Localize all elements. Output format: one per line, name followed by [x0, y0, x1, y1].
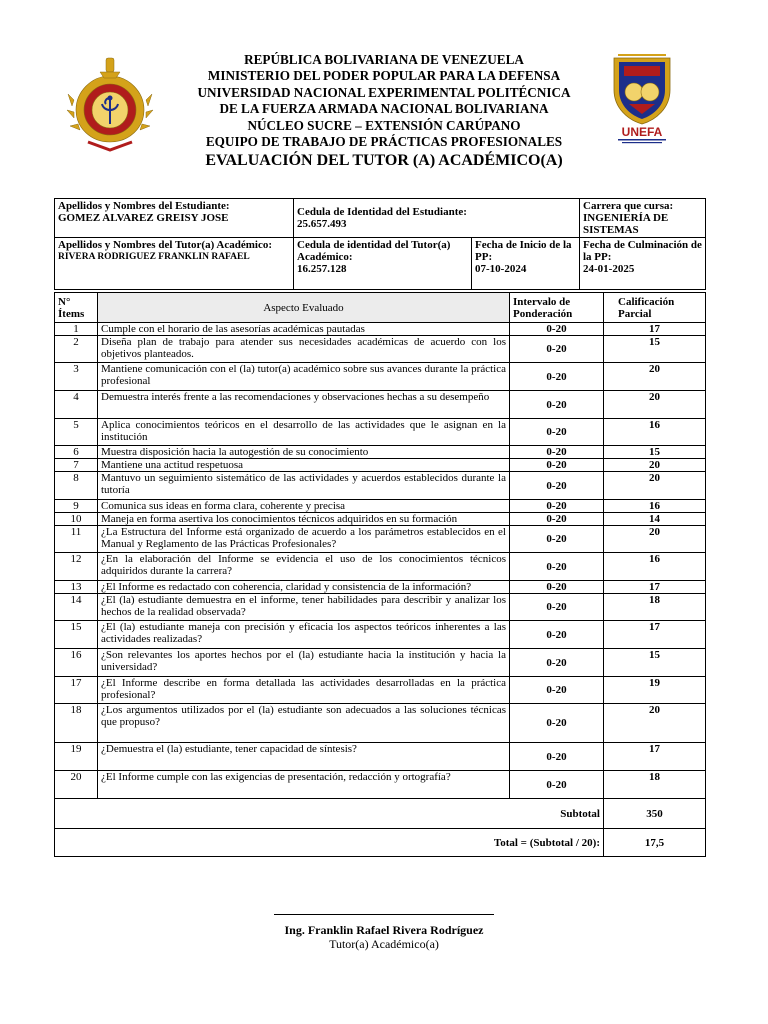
student-id-value: 25.657.493 — [297, 218, 347, 230]
item-description: Diseña plan de trabajo para atender sus necesidades académicas de acuerdo con los objetivos planteados. — [98, 336, 510, 363]
document-header — [0, 52, 768, 171]
table-row — [55, 336, 706, 363]
header-line: NÚCLEO SUCRE – EXTENSIÓN CARÚPANO — [247, 117, 521, 133]
table-header-row — [55, 293, 706, 323]
item-score: 20 — [604, 472, 706, 500]
career-label: Carrera que cursa: — [583, 200, 674, 212]
item-score: 14 — [604, 513, 706, 526]
student-id-label: Cedula de Identidad del Estudiante: — [297, 206, 467, 218]
item-number: 10 — [55, 513, 98, 526]
item-range: 0-20 — [510, 581, 604, 594]
item-score: 17 — [604, 581, 706, 594]
item-description: ¿El Informe es redactado con coherencia, claridad y consistencia de la información? — [98, 581, 510, 594]
item-range: 0-20 — [510, 704, 604, 743]
item-number: 8 — [55, 472, 98, 500]
item-range: 0-20 — [510, 513, 604, 526]
table-row — [55, 391, 706, 419]
table-row — [55, 743, 706, 771]
item-range: 0-20 — [510, 391, 604, 419]
item-range: 0-20 — [510, 594, 604, 621]
item-range: 0-20 — [510, 743, 604, 771]
total-value: 17,5 — [604, 829, 706, 857]
subtotal-label: Subtotal — [55, 799, 604, 829]
item-description: Mantuvo un seguimiento sistemático de las actividades y acuerdos establecidos durante la tutoría — [98, 472, 510, 500]
item-range: 0-20 — [510, 323, 604, 336]
student-info-table — [54, 198, 706, 290]
signature-block — [274, 914, 494, 951]
tutor-id-value: 16.257.128 — [297, 263, 347, 275]
total-row — [55, 829, 706, 857]
item-score: 18 — [604, 771, 706, 799]
item-number: 14 — [55, 594, 98, 621]
item-score: 20 — [604, 363, 706, 391]
item-score: 17 — [604, 621, 706, 649]
unefa-logo-text: UNEFA — [621, 125, 663, 139]
item-number: 1 — [55, 323, 98, 336]
item-range: 0-20 — [510, 526, 604, 553]
table-row — [55, 771, 706, 799]
table-row — [55, 526, 706, 553]
item-number: 6 — [55, 446, 98, 459]
col-header-item: N° Ítems — [55, 293, 98, 323]
item-range: 0-20 — [510, 500, 604, 513]
item-range: 0-20 — [510, 677, 604, 704]
item-range: 0-20 — [510, 553, 604, 581]
career-cell — [580, 199, 706, 238]
item-score: 15 — [604, 446, 706, 459]
item-range: 0-20 — [510, 649, 604, 677]
table-row — [55, 677, 706, 704]
item-description: ¿El (la) estudiante demuestra en el informe, tener habilidades para describir y analizar los hechos de la realidad observada? — [98, 594, 510, 621]
student-name-cell — [55, 199, 294, 238]
table-row — [55, 704, 706, 743]
table-row — [55, 513, 706, 526]
item-number: 12 — [55, 553, 98, 581]
table-row — [55, 500, 706, 513]
item-score: 20 — [604, 459, 706, 472]
start-date-cell — [472, 238, 580, 290]
item-score: 20 — [604, 704, 706, 743]
item-number: 5 — [55, 419, 98, 446]
student-name-value: GOMEZ ALVAREZ GREISY JOSE — [58, 212, 229, 224]
tutor-name-label: Apellidos y Nombres del Tutor(a) Académico: — [58, 239, 272, 251]
item-description: ¿Demuestra el (la) estudiante, tener capacidad de síntesis? — [98, 743, 510, 771]
item-description: ¿La Estructura del Informe está organizado de acuerdo a los parámetros establecidos en el Manual y Reglamento de las Prácticas Profesionales? — [98, 526, 510, 553]
item-description: ¿Son relevantes los aportes hechos por el (la) estudiante hacia la institución y hacia la universidad? — [98, 649, 510, 677]
item-score: 16 — [604, 419, 706, 446]
tutor-name-cell — [55, 238, 294, 290]
col-header-aspect: Aspecto Evaluado — [98, 293, 510, 323]
item-number: 16 — [55, 649, 98, 677]
table-row — [55, 621, 706, 649]
item-score: 15 — [604, 649, 706, 677]
item-score: 15 — [604, 336, 706, 363]
tutor-id-cell — [294, 238, 472, 290]
end-date-cell — [580, 238, 706, 290]
item-number: 11 — [55, 526, 98, 553]
total-label: Total = (Subtotal / 20): — [55, 829, 604, 857]
col-header-score: Calificación Parcial — [604, 293, 706, 323]
item-range: 0-20 — [510, 472, 604, 500]
item-number: 17 — [55, 677, 98, 704]
item-score: 20 — [604, 391, 706, 419]
table-row — [55, 581, 706, 594]
item-number: 7 — [55, 459, 98, 472]
student-name-label: Apellidos y Nombres del Estudiante: — [58, 200, 230, 212]
tutor-name-value: RIVERA RODRIGUEZ FRANKLIN RAFAEL — [58, 252, 250, 262]
item-description: Comunica sus ideas en forma clara, coherente y precisa — [98, 500, 510, 513]
table-row — [55, 446, 706, 459]
item-description: ¿Los argumentos utilizados por el (la) estudiante son adecuados a las soluciones técnicas que propuso? — [98, 704, 510, 743]
signature-line — [274, 914, 494, 915]
item-number: 19 — [55, 743, 98, 771]
item-description: ¿El Informe cumple con las exigencias de presentación, redacción y ortografía? — [98, 771, 510, 799]
item-range: 0-20 — [510, 621, 604, 649]
end-date-value: 24-01-2025 — [583, 263, 635, 275]
evaluation-table — [54, 292, 706, 857]
item-score: 17 — [604, 323, 706, 336]
item-range: 0-20 — [510, 363, 604, 391]
item-range: 0-20 — [510, 446, 604, 459]
table-row — [55, 553, 706, 581]
item-description: Mantiene una actitud respetuosa — [98, 459, 510, 472]
header-line: UNIVERSIDAD NACIONAL EXPERIMENTAL POLITÉCNICA — [197, 84, 571, 100]
item-description: Muestra disposición hacia la autogestión de su conocimiento — [98, 446, 510, 459]
table-row — [55, 323, 706, 336]
item-description: ¿En la elaboración del Informe se evidencia el uso de los conocimientos técnicos adquiridos durante la carrera? — [98, 553, 510, 581]
start-date-value: 07-10-2024 — [475, 263, 527, 275]
table-row — [55, 419, 706, 446]
table-row — [55, 649, 706, 677]
item-number: 9 — [55, 500, 98, 513]
subtotal-row — [55, 799, 706, 829]
subtotal-value: 350 — [604, 799, 706, 829]
end-date-label: Fecha de Culminación de la PP: — [583, 239, 702, 263]
item-number: 13 — [55, 581, 98, 594]
item-score: 16 — [604, 553, 706, 581]
item-description: ¿El Informe describe en forma detallada las actividades desarrolladas en la práctica profesional? — [98, 677, 510, 704]
table-row — [55, 459, 706, 472]
item-score: 18 — [604, 594, 706, 621]
item-description: Maneja en forma asertiva los conocimientos técnicos adquiridos en su formación — [98, 513, 510, 526]
table-row — [55, 363, 706, 391]
start-date-label: Fecha de Inicio de la PP: — [475, 239, 572, 263]
header-line: EQUIPO DE TRABAJO DE PRÁCTICAS PROFESIONALES — [205, 134, 563, 150]
item-range: 0-20 — [510, 419, 604, 446]
item-range: 0-20 — [510, 771, 604, 799]
item-number: 2 — [55, 336, 98, 363]
item-description: Cumple con el horario de las asesorías académicas pautadas — [98, 323, 510, 336]
item-description: Mantiene comunicación con el (la) tutor(a) académico sobre sus avances durante la práctica profesional — [98, 363, 510, 391]
career-value: INGENIERÍA DE SISTEMAS — [583, 212, 669, 236]
table-row — [55, 472, 706, 500]
item-description: Aplica conocimientos teóricos en el desarrollo de las actividades que le asignan en la institución — [98, 419, 510, 446]
item-number: 4 — [55, 391, 98, 419]
col-header-range: Intervalo de Ponderación — [510, 293, 604, 323]
header-line: DE LA FUERZA ARMADA NACIONAL BOLIVARIANA — [219, 101, 549, 117]
item-number: 3 — [55, 363, 98, 391]
item-score: 20 — [604, 526, 706, 553]
header-line: MINISTERIO DEL PODER POPULAR PARA LA DEFENSA — [207, 68, 561, 84]
item-score: 19 — [604, 677, 706, 704]
item-number: 18 — [55, 704, 98, 743]
item-score: 16 — [604, 500, 706, 513]
item-range: 0-20 — [510, 459, 604, 472]
item-description: ¿El (la) estudiante maneja con precisión y eficacia los aspectos teóricos inherentes a las actividades realizadas? — [98, 621, 510, 649]
table-row — [55, 594, 706, 621]
item-number: 20 — [55, 771, 98, 799]
header-line: REPÚBLICA BOLIVARIANA DE VENEZUELA — [244, 52, 524, 67]
student-id-cell — [294, 199, 580, 238]
item-range: 0-20 — [510, 336, 604, 363]
signature-role: Tutor(a) Académico(a) — [329, 937, 439, 951]
item-score: 17 — [604, 743, 706, 771]
signature-name: Ing. Franklin Rafael Rivera Rodríguez — [284, 923, 484, 937]
document-title: EVALUACIÓN DEL TUTOR (A) ACADÉMICO(A) — [205, 152, 563, 170]
item-number: 15 — [55, 621, 98, 649]
item-description: Demuestra interés frente a las recomendaciones y observaciones hechas a su desempeño — [98, 391, 510, 419]
tutor-id-label: Cedula de identidad del Tutor(a) Académico: — [297, 239, 451, 263]
